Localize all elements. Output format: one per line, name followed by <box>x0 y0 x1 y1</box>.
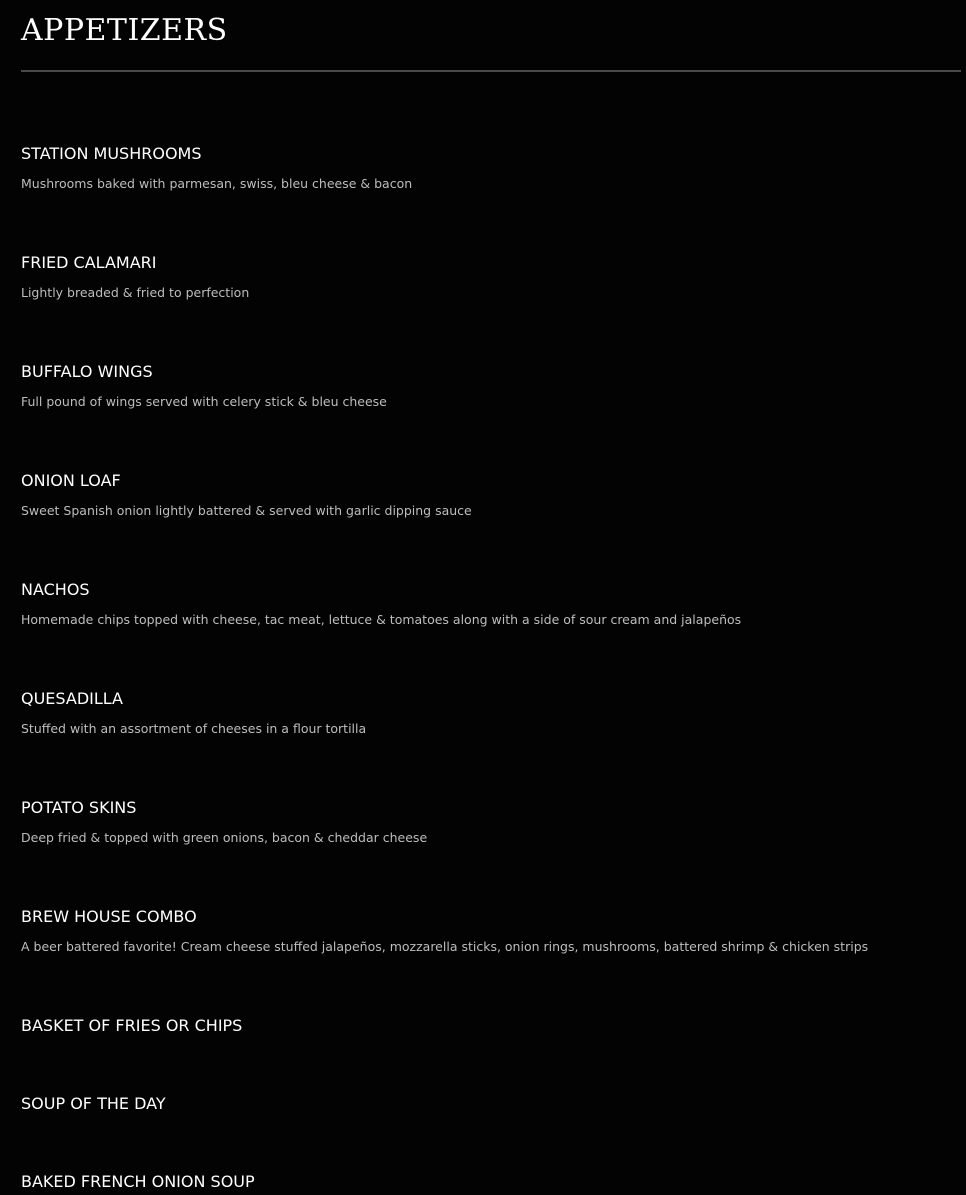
menu-item-description: Deep fried & topped with green onions, bacon & cheddar cheese <box>21 830 428 845</box>
menu-item <box>21 1168 951 1195</box>
menu-item-description: A beer battered favorite! Cream cheese stuffed jalapeños, mozzarella sticks, onion rings, mushrooms, battered shrimp & chicken strips <box>21 939 869 954</box>
menu-item-name: NACHOS <box>21 580 90 599</box>
menu-item <box>21 1012 951 1090</box>
menu-item <box>21 576 951 685</box>
menu-item-name: BASKET OF FRIES OR CHIPS <box>21 1016 243 1035</box>
menu-item <box>21 685 951 794</box>
section-title: APPETIZERS <box>21 13 228 48</box>
menu-item-name: BREW HOUSE COMBO <box>21 907 197 926</box>
menu-item-description: Mushrooms baked with parmesan, swiss, bleu cheese & bacon <box>21 176 413 191</box>
menu-item <box>21 249 951 358</box>
menu-item-description: Full pound of wings served with celery stick & bleu cheese <box>21 394 387 409</box>
menu-item <box>21 794 951 903</box>
menu-item-name: ONION LOAF <box>21 471 121 490</box>
menu-item-description: Homemade chips topped with cheese, tac meat, lettuce & tomatoes along with a side of sour cream and jalapeños <box>21 612 742 627</box>
menu-item <box>21 903 951 1012</box>
menu-item <box>21 358 951 467</box>
menu-item <box>21 140 951 249</box>
menu-item-name: QUESADILLA <box>21 689 123 708</box>
menu-item-description: Sweet Spanish onion lightly battered & served with garlic dipping sauce <box>21 503 472 518</box>
menu-item-name: SOUP OF THE DAY <box>21 1094 166 1113</box>
menu-list <box>21 140 951 1195</box>
menu-item-description: Lightly breaded & fried to perfection <box>21 285 250 300</box>
menu-item-name: POTATO SKINS <box>21 798 137 817</box>
menu-item-name: BUFFALO WINGS <box>21 362 153 381</box>
section-divider <box>21 70 961 72</box>
menu-item-name: FRIED CALAMARI <box>21 253 157 272</box>
menu-item-description: Stuffed with an assortment of cheeses in a flour tortilla <box>21 721 367 736</box>
menu-item <box>21 467 951 576</box>
menu-item-name: BAKED FRENCH ONION SOUP <box>21 1172 255 1191</box>
menu-item <box>21 1090 951 1168</box>
menu-item-name: STATION MUSHROOMS <box>21 144 202 163</box>
